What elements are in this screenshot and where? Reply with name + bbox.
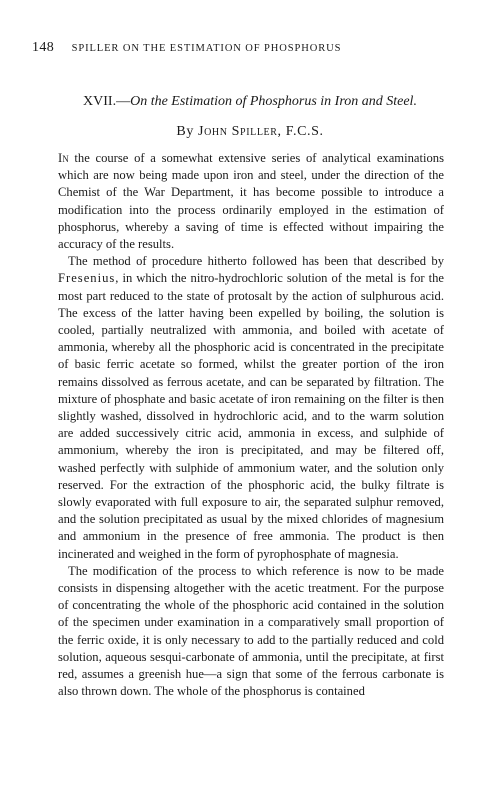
author-name: John Spiller: [198, 124, 278, 139]
running-title: SPILLER ON THE ESTIMATION OF PHOSPHORUS: [71, 43, 342, 54]
article-body: [58, 150, 444, 701]
byline-prefix: By: [176, 124, 194, 139]
article-title-text: On the Estimation of Phosphorus in Iron and Steel.: [130, 94, 417, 109]
byline: [0, 124, 500, 140]
page-number: 148: [32, 40, 55, 55]
paragraph-1-lead: In: [58, 151, 69, 165]
title-dash: —: [116, 94, 131, 109]
running-head: [32, 40, 468, 56]
paragraph-1: [58, 150, 444, 253]
paragraph-3: The modification of the process to which reference is now to be made consists in dispensing altogether with the acetic treatment. For the purpose of concentrating the whole of the phosphoric acid contained in the solution of the specimen under examination in a comparatively small proportion of the ferric oxide, it is only necessary to add to the partially reduced and cold solution, aqueous sesqui-carbonate of ammonia, until the precipitate, at first red, assumes a greenish hue—a sign that some of the ferrous carbonate is also thrown down. The whole of the phosphorus is contained: [58, 563, 444, 699]
paragraph-2-author-ref: Fresenius: [58, 271, 116, 286]
paragraph-1-text: the course of a somewhat extensive series of analytical examinations which are now being made upon iron and steel, under the direction of the Chemist of the War Department, it has become possible to introduce a modification into the process ordinarily employed in the estimation of phosphorus, whereby a saving of time is effected without impairing the accuracy of the results.: [58, 151, 444, 252]
paragraph-2: [58, 253, 444, 563]
paragraph-2-start: The method of procedure hitherto followed has been that described by: [68, 254, 444, 269]
paragraph-2-text: , in which the nitro-hydrochloric solution of the metal is for the most part reduced to the state of protosalt by the action of sulphurous acid. The excess of the latter having been expelled by boiling, the solution is cooled, partially neutralized with ammonia, and boiled with acetate of ammonia, whereby all the phosphoric acid is concentrated in the precipitate of basic ferric acetate so formed, whilst the greater portion of the iron remains dissolved as ferrous acetate, and can be separated by filtration. The mixture of phosphate and basic acetate of iron remaining on the filter is then slightly washed, dissolved in hydrochloric acid, and to the warm solution are added successively citric acid, ammonia in excess, and sulphide of ammonium, whereby the iron is precipitated, and may be filtered off, washed perfectly with sulphide of ammonium water, and the solution only reserved. For the extraction of the phosphoric acid, the bulky filtrate is slowly evaporated with full exposure to air, the separated sulphur removed, and the solution precipitated as usual by the mixed chlorides of magnesium and ammonium in the presence of free ammonia. The product is then incinerated and weighed in the form of pyrophosphate of magnesia.: [58, 271, 444, 561]
article-title: [0, 94, 500, 110]
article-number: XVII.: [83, 94, 117, 109]
byline-comma: ,: [277, 124, 286, 139]
author-credentials: F.C.S.: [285, 124, 324, 139]
